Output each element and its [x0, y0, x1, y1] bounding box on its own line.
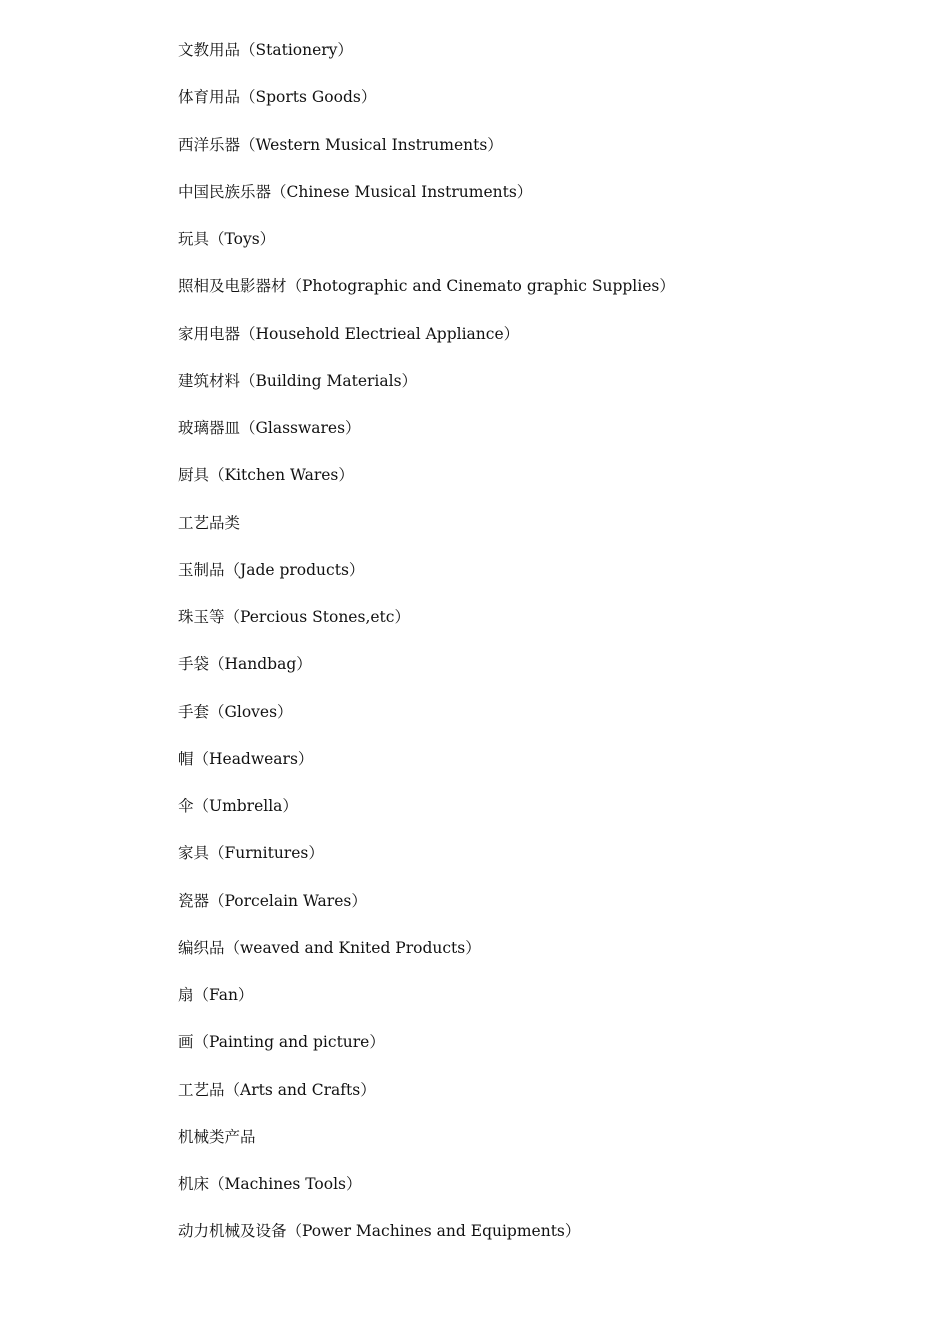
line-building-materials: 建筑材料（Building Materials）	[178, 371, 418, 390]
line-power-machines: 动力机械及设备（Power Machines and Equipments）	[178, 1222, 581, 1241]
line-household-appliance: 家用电器（Household Electrieal Appliance）	[178, 324, 520, 343]
line-painting-and-picture: 画（Painting and picture）	[178, 1033, 385, 1052]
line-headwears: 帽（Headwears）	[178, 749, 314, 768]
line-fan: 扇（Fan）	[178, 986, 254, 1004]
line-precious-stones: 珠玉等（Percious Stones,etc）	[178, 608, 410, 626]
line-porcelain-wares: 瓷器（Porcelain Wares）	[178, 891, 367, 910]
document-body	[178, 38, 918, 1267]
line-gloves: 手套（Gloves）	[178, 702, 293, 721]
line-stationery: 文教用品（Stationery）	[178, 41, 353, 59]
line-arts-and-crafts: 工艺品（Arts and Crafts）	[178, 1080, 376, 1099]
line-kitchen-wares: 厨具（Kitchen Wares）	[178, 466, 354, 485]
line-knitted-products: 编织品（weaved and Knited Products）	[178, 938, 481, 957]
line-toys: 玩具（Toys）	[178, 230, 276, 248]
section-heading-machinery: 机械类产品	[178, 1127, 256, 1146]
line-machine-tools: 机床（Machines Tools）	[178, 1175, 362, 1193]
line-jade-products: 玉制品（Jade products）	[178, 560, 365, 579]
line-furnitures: 家具（Furnitures）	[178, 844, 324, 863]
line-sports-goods: 体育用品（Sports Goods）	[178, 88, 377, 107]
line-chinese-musical-instruments: 中国民族乐器（Chinese Musical Instruments）	[178, 182, 533, 201]
line-umbrella: 伞（Umbrella）	[178, 797, 298, 815]
line-handbag: 手袋（Handbag）	[178, 655, 312, 674]
line-western-musical-instruments: 西洋乐器（Western Musical Instruments）	[178, 135, 503, 154]
line-photographic-supplies: 照相及电影器材（Photographic and Cinemato graphic Supplies）	[178, 277, 675, 296]
section-heading-crafts: 工艺品类	[178, 513, 241, 532]
line-glasswares: 玻璃器皿（Glasswares）	[178, 419, 361, 437]
